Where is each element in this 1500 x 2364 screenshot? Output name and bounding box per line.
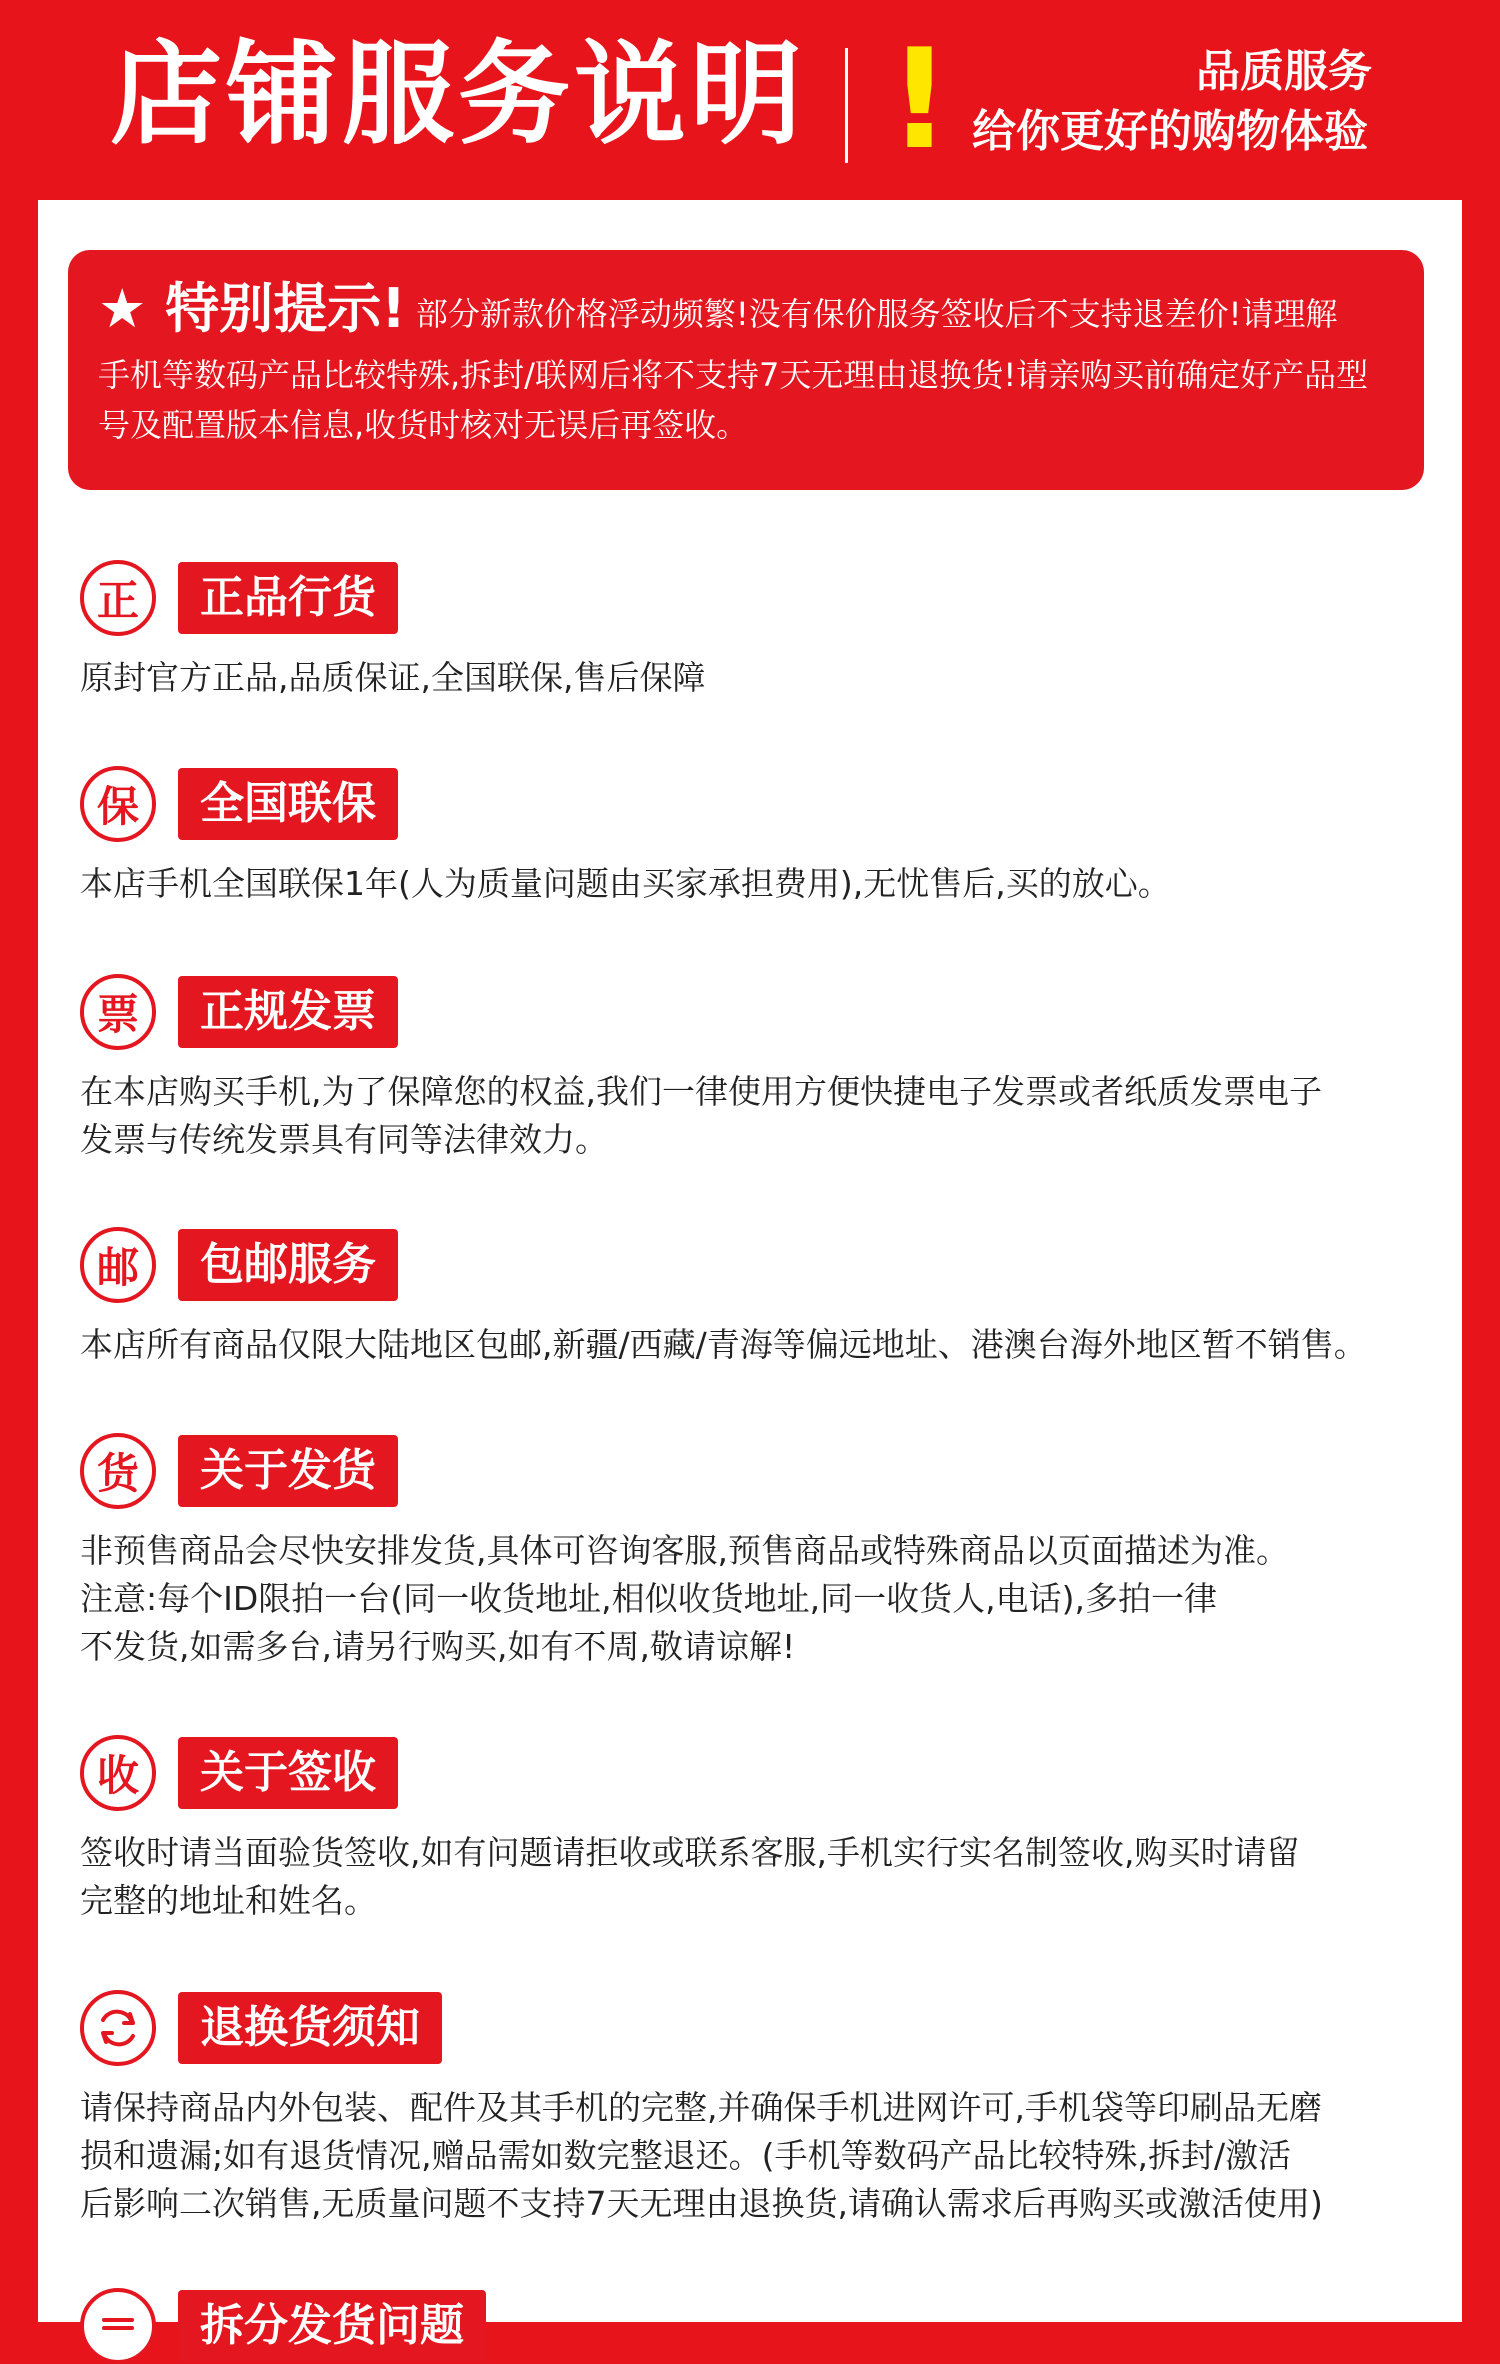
section-title-tag: 拆分发货问题	[178, 2290, 486, 2362]
piao-circle-icon: 票	[80, 974, 156, 1050]
exclamation-mark: !	[888, 19, 951, 180]
section-header	[80, 1227, 1440, 1303]
shou-circle-icon: 收	[80, 1735, 156, 1811]
page-title: 店铺服务说明	[110, 30, 806, 160]
section-shipping	[80, 1433, 1440, 1671]
section-text: 原封官方正品,品质保证,全国联保,售后保障	[80, 658, 706, 697]
notice-header	[98, 278, 1394, 340]
section-text: 在本店购买手机,为了保障您的权益,我们一律使用方便快捷电子发票或者纸质发票电子 发票与传统发票具有同等法律效力。	[80, 1072, 1322, 1159]
section-receiving	[80, 1735, 1440, 1925]
refresh-cycle-icon-svg	[94, 2004, 142, 2052]
partial-circle-icon	[80, 2288, 156, 2364]
section-title-tag: 全国联保	[178, 768, 398, 840]
refresh-cycle-icon	[80, 1990, 156, 2066]
section-header	[80, 2288, 1440, 2364]
zheng-circle-icon: 正	[80, 560, 156, 636]
section-warranty	[80, 766, 1440, 908]
section-header	[80, 974, 1440, 1050]
slogan-line-2: 给你更好的购物体验	[972, 106, 1368, 157]
partial-circle-icon-svg	[96, 2304, 140, 2348]
section-text: 本店手机全国联保1年(人为质量问题由买家承担费用),无忧售后,买的放心。	[80, 864, 1171, 903]
section-title-tag: 包邮服务	[178, 1229, 398, 1301]
section-title-tag: 正规发票	[178, 976, 398, 1048]
section-invoice	[80, 974, 1440, 1164]
section-header	[80, 560, 1440, 636]
section-text: 非预售商品会尽快安排发货,具体可咨询客服,预售商品或特殊商品以页面描述为准。 注意:每个ID限拍一台(同一收货地址,相似收货地址,同一收货人,电话),多拍一律 不发货,如需多台,请另行购买,如有不周,敬请谅解!	[80, 1531, 1289, 1666]
huo-circle-icon: 货	[80, 1433, 156, 1509]
section-header	[80, 1990, 1440, 2066]
page-header	[0, 0, 1500, 200]
section-free-shipping	[80, 1227, 1440, 1369]
slogan-line-1: 品质服务	[1196, 46, 1372, 97]
header-divider	[845, 48, 848, 163]
section-text: 请保持商品内外包装、配件及其手机的完整,并确保手机进网许可,手机袋等印刷品无磨 损和遗漏;如有退货情况,赠品需如数完整退还。(手机等数码产品比较特殊,拆封/激活 后影响二次销售,无质量问题不支持7天无理由退换货,请确认需求后再购买或激活使用)	[80, 2088, 1323, 2223]
section-header	[80, 1735, 1440, 1811]
section-genuine	[80, 560, 1440, 702]
section-title-tag: 关于发货	[178, 1435, 398, 1507]
section-text: 签收时请当面验货签收,如有问题请拒收或联系客服,手机实行实名制签收,购买时请留 完整的地址和姓名。	[80, 1833, 1300, 1920]
notice-body: 手机等数码产品比较特殊,拆封/联网后将不支持7天无理由退换货!请亲购买前确定好产品型号及配置版本信息,收货时核对无误后再签收。	[98, 356, 1369, 444]
section-title-tag: 关于签收	[178, 1737, 398, 1809]
section-header	[80, 1433, 1440, 1509]
notice-inline-text: 部分新款价格浮动频繁!没有保价服务签收后不支持退差价!请理解	[415, 295, 1338, 333]
section-text: 本店所有商品仅限大陆地区包邮,新疆/西藏/青海等偏远地址、港澳台海外地区暂不销售。	[80, 1325, 1367, 1364]
section-returns	[80, 1990, 1440, 2228]
section-header	[80, 766, 1440, 842]
special-notice-box	[68, 250, 1424, 490]
section-title-tag: 正品行货	[178, 562, 398, 634]
section-title-tag: 退换货须知	[178, 1992, 442, 2064]
you-circle-icon: 邮	[80, 1227, 156, 1303]
notice-title: ★ 特别提示!	[98, 277, 406, 340]
section-split-shipping	[80, 2288, 1440, 2364]
bao-circle-icon: 保	[80, 766, 156, 842]
